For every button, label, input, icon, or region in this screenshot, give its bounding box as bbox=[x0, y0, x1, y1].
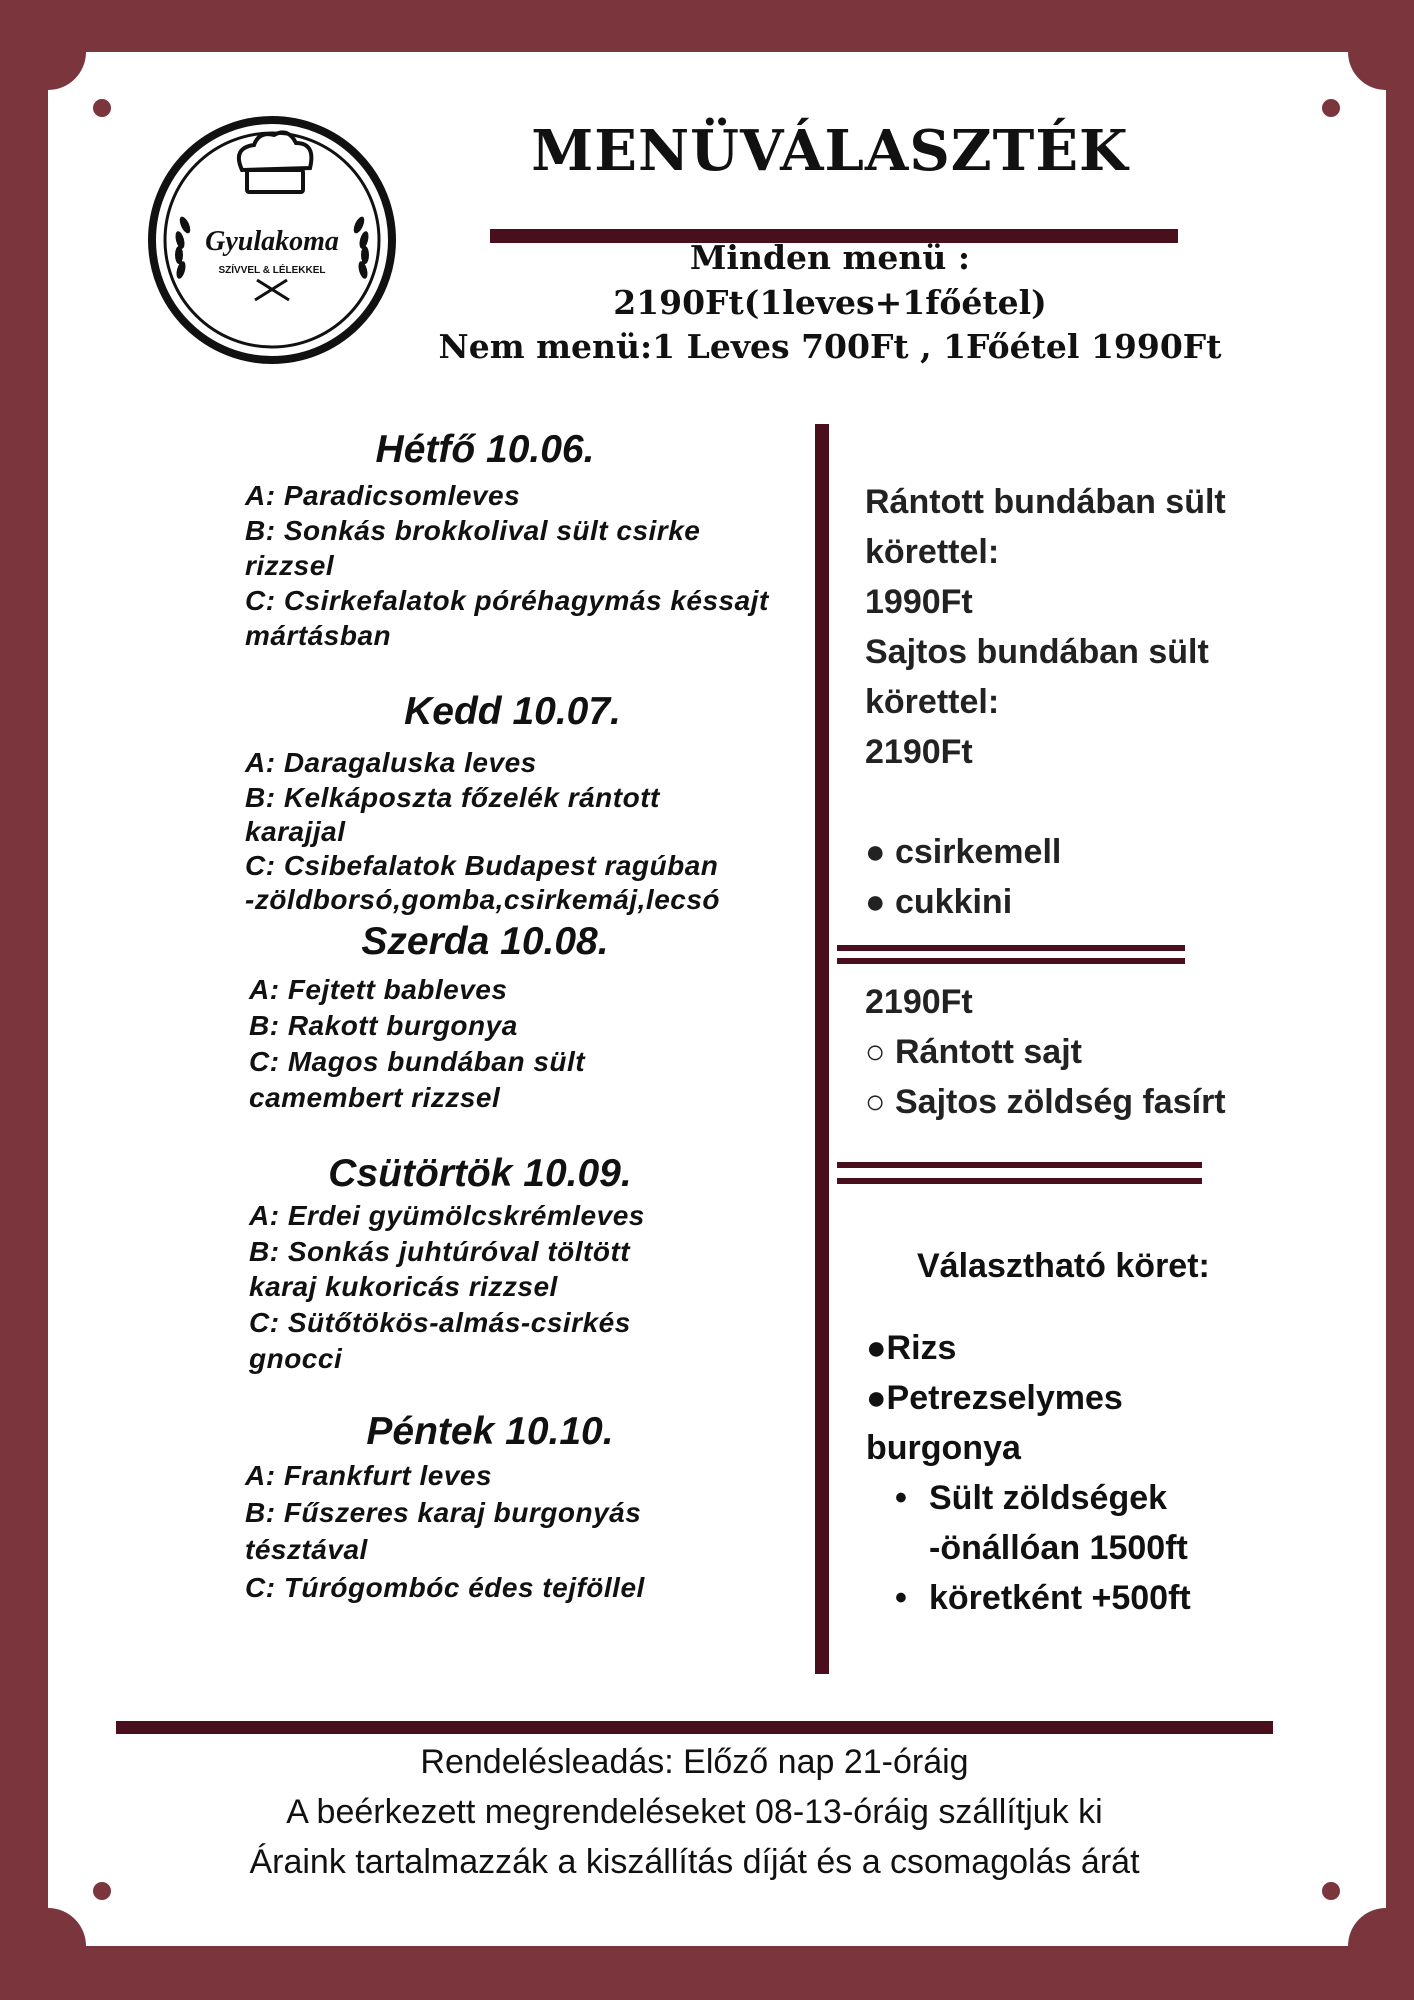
right-line: ○ Rántott sajt bbox=[865, 1033, 1082, 1071]
right-line: 2190Ft bbox=[865, 983, 973, 1021]
side-item: burgonya bbox=[866, 1429, 1021, 1467]
side-item: ●Rizs bbox=[866, 1329, 957, 1367]
right-line: ● csirkemell bbox=[865, 833, 1062, 871]
column-divider bbox=[815, 424, 829, 1674]
right-line: körettel: bbox=[865, 533, 1000, 571]
day-heading-monday: Hétfő 10.06. bbox=[375, 428, 595, 471]
menu-item: C: Magos bundában sült bbox=[249, 1046, 586, 1077]
side-item: ●Petrezselymes bbox=[866, 1379, 1123, 1417]
price-line-2: 2190Ft(1leves+1főétel) bbox=[613, 283, 1047, 322]
day-heading-friday: Péntek 10.10. bbox=[366, 1410, 614, 1453]
logo-tagline: SZÍVVEL & LÉLEKKEL bbox=[218, 265, 326, 276]
menu-item: A: Paradicsomleves bbox=[245, 480, 521, 511]
right-line: 2190Ft bbox=[865, 733, 973, 771]
price-line-3: Nem menü:1 Leves 700Ft , 1Főétel 1990Ft bbox=[438, 327, 1222, 366]
footer-line: Áraink tartalmazzák a kiszállítás díját és a csomagolás árát bbox=[249, 1843, 1140, 1881]
menu-item: -zöldborsó,gomba,csirkemáj,lecsó bbox=[245, 884, 721, 915]
corner-top-right bbox=[1348, 14, 1414, 90]
right-line: ○ Sajtos zöldség fasírt bbox=[865, 1083, 1226, 1121]
right-line: 1990Ft bbox=[865, 583, 973, 621]
corner-bottom-left bbox=[10, 1908, 86, 1984]
menu-item: C: Csibefalatok Budapest ragúban bbox=[245, 850, 719, 881]
side-bullet: Sült zöldségek bbox=[929, 1479, 1168, 1517]
menu-item: C: Túrógombóc édes tejföllel bbox=[245, 1572, 645, 1603]
menu-item: A: Fejtett bableves bbox=[249, 974, 508, 1005]
side-bullet: köretként +500ft bbox=[929, 1579, 1191, 1617]
day-heading-thursday: Csütörtök 10.09. bbox=[328, 1152, 632, 1195]
menu-item: gnocci bbox=[249, 1343, 343, 1374]
right-line: körettel: bbox=[865, 683, 1000, 721]
menu-item: mártásban bbox=[245, 620, 392, 651]
menu-item: karaj kukoricás rizzsel bbox=[249, 1271, 558, 1302]
corner-bottom-right bbox=[1348, 1908, 1414, 1984]
right-line: ● cukkini bbox=[865, 883, 1013, 921]
side-bullet: -önállóan 1500ft bbox=[929, 1529, 1188, 1567]
double-rule-top bbox=[837, 1162, 1202, 1168]
corner-dot bbox=[1322, 99, 1340, 117]
menu-item: B: Kelkáposzta főzelék rántott bbox=[245, 782, 660, 813]
price-line-1: Minden menü : bbox=[689, 238, 971, 277]
menu-item: karajjal bbox=[245, 816, 346, 847]
double-rule-top bbox=[837, 945, 1185, 951]
menu-item: C: Sütőtökös-almás-csirkés bbox=[249, 1307, 631, 1338]
menu-item: A: Erdei gyümölcskrémleves bbox=[249, 1200, 645, 1231]
menu-item: A: Frankfurt leves bbox=[245, 1460, 493, 1491]
day-heading-wednesday: Szerda 10.08. bbox=[361, 920, 609, 963]
menu-item: B: Rakott burgonya bbox=[249, 1010, 518, 1041]
right-line: Rántott bundában sült bbox=[865, 483, 1226, 521]
menu-item: tésztával bbox=[245, 1534, 368, 1565]
double-rule-bottom bbox=[837, 958, 1185, 964]
bullet-dot: • bbox=[895, 1579, 907, 1617]
right-line: Sajtos bundában sült bbox=[865, 633, 1209, 671]
bullet-dot: • bbox=[895, 1479, 907, 1517]
corner-dot bbox=[93, 99, 111, 117]
double-rule-bottom bbox=[837, 1178, 1202, 1184]
page-title: MENÜVÁLASZTÉK bbox=[531, 118, 1129, 184]
menu-item: camembert rizzsel bbox=[249, 1082, 501, 1113]
footer-line: A beérkezett megrendeléseket 08-13-óráig szállítjuk ki bbox=[286, 1793, 1103, 1831]
corner-dot bbox=[93, 1882, 111, 1900]
footer-line: Rendelésleadás: Előző nap 21-óráig bbox=[420, 1743, 969, 1781]
restaurant-logo bbox=[147, 115, 397, 365]
menu-item: rizzsel bbox=[245, 550, 335, 581]
footer-rule bbox=[116, 1721, 1273, 1734]
menu-item: B: Fűszeres karaj burgonyás bbox=[245, 1497, 642, 1528]
day-heading-tuesday: Kedd 10.07. bbox=[404, 690, 621, 733]
menu-item: A: Daragaluska leves bbox=[245, 747, 537, 778]
menu-item: B: Sonkás brokkolival sült csirke bbox=[245, 515, 701, 546]
menu-item: B: Sonkás juhtúróval töltött bbox=[249, 1236, 631, 1267]
menu-item: C: Csirkefalatok póréhagymás késsajt bbox=[245, 585, 769, 616]
sides-heading: Választható köret: bbox=[917, 1247, 1210, 1285]
corner-top-left bbox=[10, 14, 86, 90]
logo-name: Gyulakoma bbox=[205, 226, 339, 257]
corner-dot bbox=[1322, 1882, 1340, 1900]
